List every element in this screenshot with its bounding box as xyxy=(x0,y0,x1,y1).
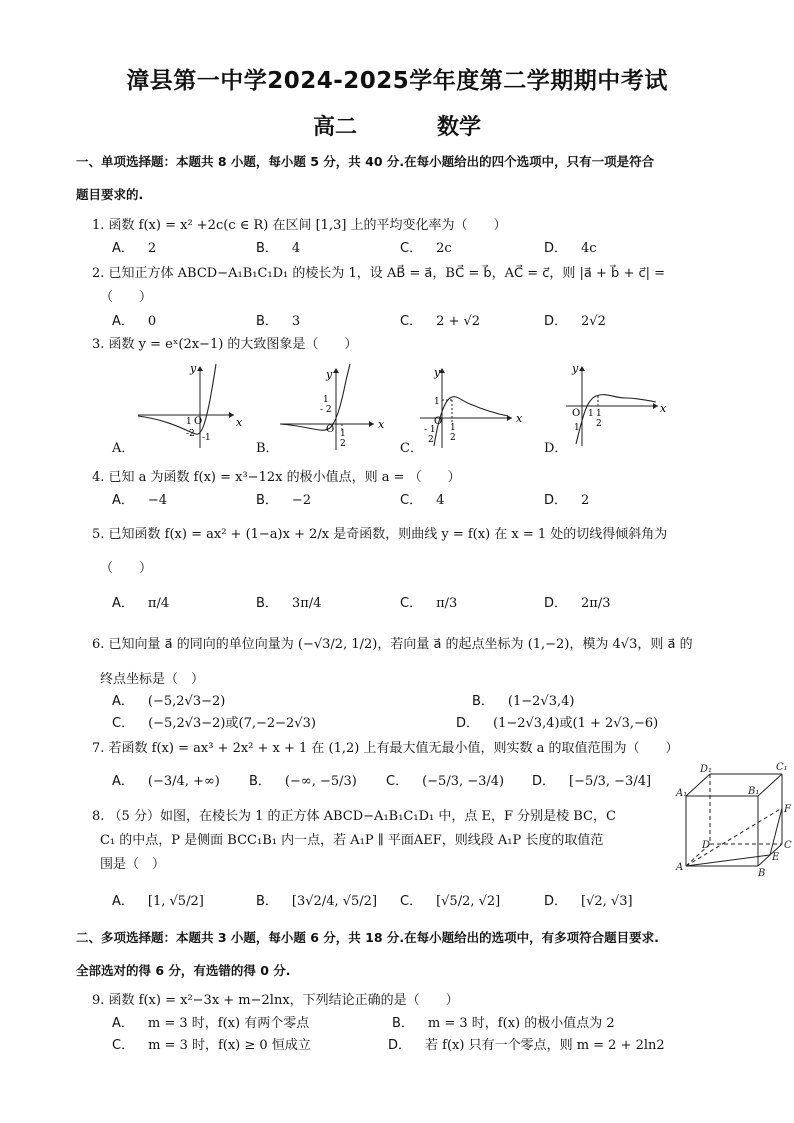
q1-option-a[interactable]: A． 2 xyxy=(112,241,157,256)
grade-label: 高二 xyxy=(312,115,357,140)
q1-option-d[interactable]: D． 4c xyxy=(544,241,597,256)
q3-option-a[interactable]: A． xyxy=(112,441,135,456)
svg-text:O: O xyxy=(572,408,581,419)
cube-figure xyxy=(670,760,794,880)
q3-graph-b[interactable] xyxy=(280,364,385,450)
svg-text:x: x xyxy=(660,402,667,415)
svg-text:2: 2 xyxy=(450,433,456,443)
svg-text:1: 1 xyxy=(574,423,580,433)
q2-option-a[interactable]: A． 0 xyxy=(112,314,157,329)
svg-text:y: y xyxy=(434,366,441,379)
q7-option-d[interactable]: D． [−5/3, −3/4] xyxy=(532,774,652,789)
q1-option-b[interactable]: B． 4 xyxy=(256,241,301,256)
svg-text:- 2: - 2 xyxy=(320,405,332,415)
q5-option-b[interactable]: B． 3π/4 xyxy=(256,596,322,611)
q6-option-a[interactable]: A． (−5,2√3−2) xyxy=(112,694,226,709)
q5-option-d[interactable]: D． 2π/3 xyxy=(544,596,611,611)
q2-option-d[interactable]: D． 2√2 xyxy=(544,314,606,329)
q9-option-b[interactable]: B． m = 3 时，f(x) 的极小值点为 2 xyxy=(392,1016,615,1031)
q5-stem-2: （ ） xyxy=(100,561,153,576)
q2-option-c[interactable]: C． 2 + √2 xyxy=(400,314,481,329)
q4-option-b[interactable]: B． −2 xyxy=(256,493,312,508)
q6-stem-2: 终点坐标是（ ） xyxy=(100,672,205,687)
svg-text:2: 2 xyxy=(340,439,346,449)
q8-option-c[interactable]: C． [√5/2, √2] xyxy=(400,894,501,909)
q6-option-c[interactable]: C． (−5,2√3−2)或(7,−2−2√3) xyxy=(112,716,316,731)
q8-stem: 8. （5 分）如图，在棱长为 1 的正方体 ABCD−A₁B₁C₁D₁ 中，点 E，F 分别是棱 BC，C xyxy=(92,809,616,824)
q1-stem: 1. 函数 f(x) = x² +2c(c ∈ R) 在区间 [1,3] 上的平均变化率为（ ） xyxy=(92,218,507,233)
svg-text:1: 1 xyxy=(434,397,440,407)
q3-option-c[interactable]: C． xyxy=(400,441,423,456)
svg-text:2: 2 xyxy=(428,435,434,445)
q4-option-a[interactable]: A． −4 xyxy=(112,493,168,508)
q5-stem: 5. 已知函数 f(x) = ax² + (1−a)x + 2/x 是奇函数，则曲线 y = f(x) 在 x = 1 处的切线得倾斜角为 xyxy=(92,527,668,542)
q6-option-b[interactable]: B． (1−2√3,4) xyxy=(472,694,575,709)
exam-subtitle xyxy=(0,110,794,141)
q8-stem-3: 围是（ ） xyxy=(100,857,166,872)
q3-option-b[interactable]: B． xyxy=(256,441,279,456)
section1-heading-2: 题目要求的. xyxy=(76,187,144,202)
svg-text:F: F xyxy=(784,804,791,815)
section2-heading-2: 全部选对的得 6 分，有选错的得 0 分. xyxy=(76,963,291,978)
svg-text:2: 2 xyxy=(596,419,602,429)
svg-text:A: A xyxy=(676,862,684,873)
q7-stem: 7. 若函数 f(x) = ax³ + 2x² + x + 1 在 (1,2) 上有最大值无最小值，则实数 a 的取值范围为（ ） xyxy=(92,741,679,756)
svg-text:C₁: C₁ xyxy=(776,762,788,773)
q7-option-a[interactable]: A． (−3/4, +∞) xyxy=(112,774,220,789)
svg-text:-1: -1 xyxy=(202,433,211,443)
q4-option-c[interactable]: C． 4 xyxy=(400,493,445,508)
q8-option-d[interactable]: D． [√2, √3] xyxy=(544,894,633,909)
svg-text:y: y xyxy=(572,362,579,375)
q3-graph-d[interactable] xyxy=(566,362,667,446)
svg-text:C: C xyxy=(784,840,792,851)
q8-stem-2: C₁ 的中点，P 是侧面 BCC₁B₁ 内一点，若 A₁P ∥ 平面AEF，则线段 A₁P 长度的取值范 xyxy=(100,833,604,848)
q2-stem-2: （ ） xyxy=(100,290,153,305)
section2-heading-1: 二、多项选择题：本题共 3 小题，每小题 6 分，共 18 分.在每小题给出的选项中，有多项符合题目要求. xyxy=(76,930,659,945)
q5-option-a[interactable]: A． π/4 xyxy=(112,596,170,611)
q3-graph-c[interactable] xyxy=(420,366,523,448)
q9-option-d[interactable]: D． 若 f(x) 只有一个零点，则 m = 2 + 2ln2 xyxy=(388,1038,665,1053)
svg-text:y: y xyxy=(190,362,197,375)
svg-text:x: x xyxy=(236,416,243,429)
svg-text:O: O xyxy=(326,424,335,435)
svg-text:- 1: - 1 xyxy=(424,425,436,435)
svg-text:D₁: D₁ xyxy=(700,764,713,775)
svg-text:B₁: B₁ xyxy=(748,786,760,797)
q3-stem: 3. 函数 y = eˣ(2x−1) 的大致图象是（ ） xyxy=(92,337,358,352)
q2-stem: 2. 已知正方体 ABCD−A₁B₁C₁D₁ 的棱长为 1，设 AB⃗ = a⃗，BC⃗ = b⃗，AC⃗ = c⃗，则 |a⃗ + b⃗ + c⃗| = xyxy=(92,266,666,281)
q1-option-c[interactable]: C． 2c xyxy=(400,241,452,256)
q4-option-d[interactable]: D． 2 xyxy=(544,493,590,508)
svg-text:D: D xyxy=(702,840,711,851)
svg-text:1: 1 xyxy=(323,395,329,405)
svg-text:x: x xyxy=(516,412,523,425)
q9-option-a[interactable]: A． m = 3 时，f(x) 有两个零点 xyxy=(112,1016,310,1031)
q4-stem: 4. 已知 a 为函数 f(x) = x³−12x 的极小值点，则 a = （ ） xyxy=(92,470,461,485)
svg-text:E: E xyxy=(772,852,780,863)
svg-text:1: 1 xyxy=(186,417,192,427)
q9-option-c[interactable]: C． m = 3 时，f(x) ≥ 0 恒成立 xyxy=(112,1038,311,1053)
svg-text:1: 1 xyxy=(596,409,602,419)
svg-text:O: O xyxy=(434,416,443,427)
svg-text:A₁: A₁ xyxy=(676,788,688,799)
svg-text:y: y xyxy=(326,368,333,381)
q8-option-b[interactable]: B． [3√2/4, √5/2] xyxy=(256,894,378,909)
q6-option-d[interactable]: D． (1−2√3,4)或(1 + 2√3,−6) xyxy=(456,716,659,731)
section1-heading-1: 一、单项选择题：本题共 8 小题，每小题 5 分，共 40 分.在每小题给出的四个选项中，只有一项是符合 xyxy=(76,154,655,169)
q3-graph-a[interactable] xyxy=(138,362,243,448)
q5-option-c[interactable]: C． π/3 xyxy=(400,596,458,611)
subject-label: 数学 xyxy=(437,115,482,140)
exam-title: 漳县第一中学2024-2025学年度第二学期期中考试 xyxy=(126,68,668,94)
q8-option-a[interactable]: A． [1, √5/2] xyxy=(112,894,204,909)
svg-text:1: 1 xyxy=(588,409,594,419)
svg-text:O: O xyxy=(194,416,203,427)
svg-text:-2: -2 xyxy=(186,429,195,439)
q3-option-d[interactable]: D． xyxy=(544,441,568,456)
svg-text:x: x xyxy=(378,418,385,431)
q2-option-b[interactable]: B． 3 xyxy=(256,314,301,329)
svg-text:B: B xyxy=(758,868,766,879)
q3-graphs xyxy=(130,360,770,452)
q7-option-b[interactable]: B． (−∞, −5/3) xyxy=(249,774,357,789)
q6-stem: 6. 已知向量 a⃗ 的同向的单位向量为 (−√3/2, 1/2)，若向量 a⃗ 的起点坐标为 (1,−2)，模为 4√3，则 a⃗ 的 xyxy=(92,637,693,652)
q7-option-c[interactable]: C． (−5/3, −3/4) xyxy=(386,774,505,789)
svg-text:1: 1 xyxy=(450,423,456,433)
svg-text:1: 1 xyxy=(340,429,346,439)
q9-stem: 9. 函数 f(x) = x²−3x + m−2lnx，下列结论正确的是（ ） xyxy=(92,993,459,1008)
